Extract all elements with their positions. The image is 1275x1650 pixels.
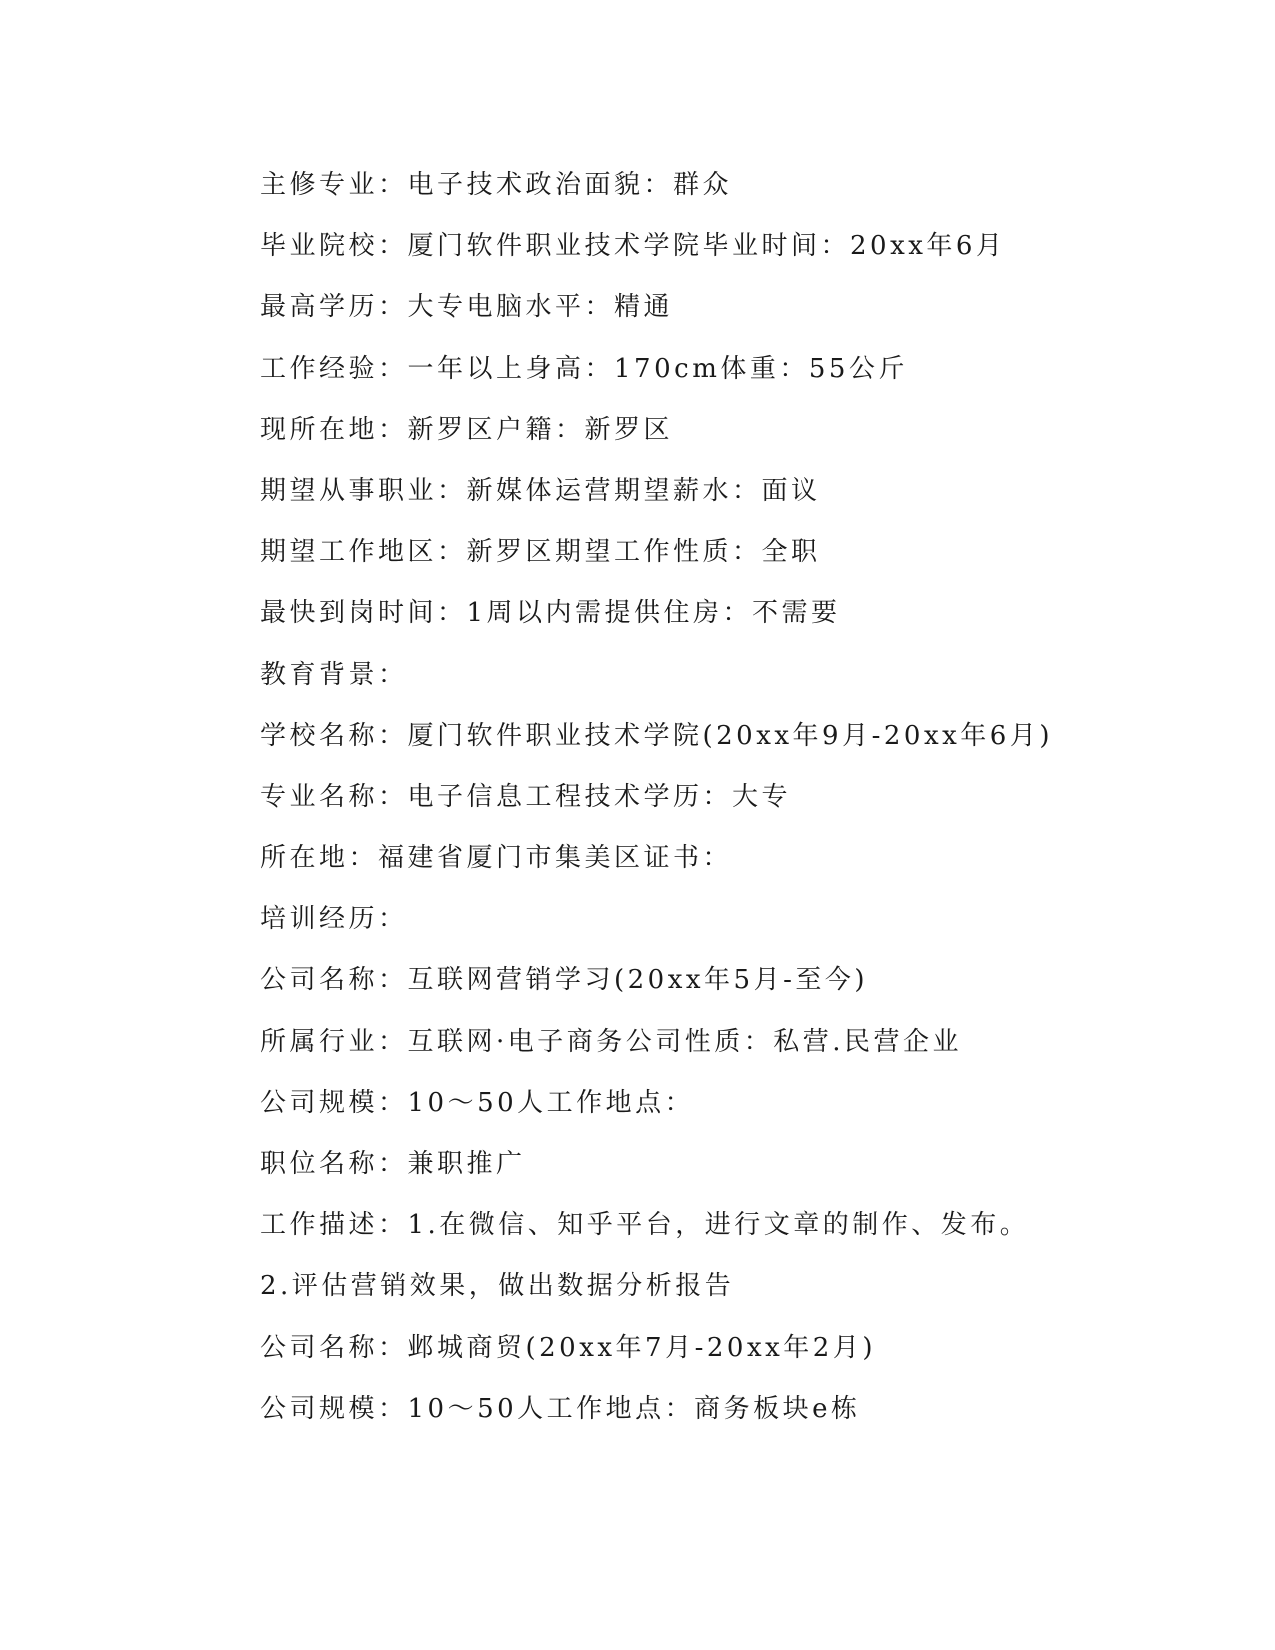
- section-heading-education: 教育背景：: [260, 659, 408, 690]
- line-major-politics: 主修专业：电子技术政治面貌：群众: [260, 170, 733, 200]
- resume-text-block: [260, 165, 1160, 1450]
- line-major-degree: 专业名称：电子信息工程技术学历：大专: [260, 781, 792, 812]
- line-school-name: 学校名称：厦门软件职业技术学院(20xx年9月-20xx年6月): [260, 720, 1053, 751]
- line-company-size-1: 公司规模：10～50人工作地点：: [260, 1087, 695, 1118]
- section-heading-training: 培训经历：: [260, 904, 408, 935]
- line-school-graduation: 毕业院校：厦门软件职业技术学院毕业时间：20xx年6月: [260, 231, 1006, 262]
- line-experience-height-weight: 工作经验：一年以上身高：170cm体重：55公斤: [260, 353, 908, 384]
- line-start-housing: 最快到岗时间：1周以内需提供住房：不需要: [260, 598, 841, 629]
- line-job-description-2: 2.评估营销效果，做出数据分析报告: [260, 1271, 735, 1302]
- line-position-name: 职位名称：兼职推广: [260, 1149, 526, 1179]
- line-education-computer: 最高学历：大专电脑水平：精通: [260, 292, 674, 323]
- line-company-name-1: 公司名称：互联网营销学习(20xx年5月-至今): [260, 965, 869, 996]
- line-desired-region-type: 期望工作地区：新罗区期望工作性质：全职: [260, 537, 821, 568]
- line-location-hukou: 现所在地：新罗区户籍：新罗区: [260, 414, 674, 445]
- line-desired-job-salary: 期望从事职业：新媒体运营期望薪水：面议: [260, 475, 821, 506]
- line-company-name-2: 公司名称：邺城商贸(20xx年7月-20xx年2月): [260, 1332, 876, 1363]
- line-school-location-certificate: 所在地：福建省厦门市集美区证书：: [260, 843, 733, 874]
- line-company-size-2: 公司规模：10～50人工作地点：商务板块e栋: [260, 1393, 861, 1424]
- line-industry-company-type: 所属行业：互联网·电子商务公司性质：私营.民营企业: [260, 1026, 963, 1057]
- line-job-description-1: 工作描述：1.在微信、知乎平台，进行文章的制作、发布。: [260, 1210, 1030, 1241]
